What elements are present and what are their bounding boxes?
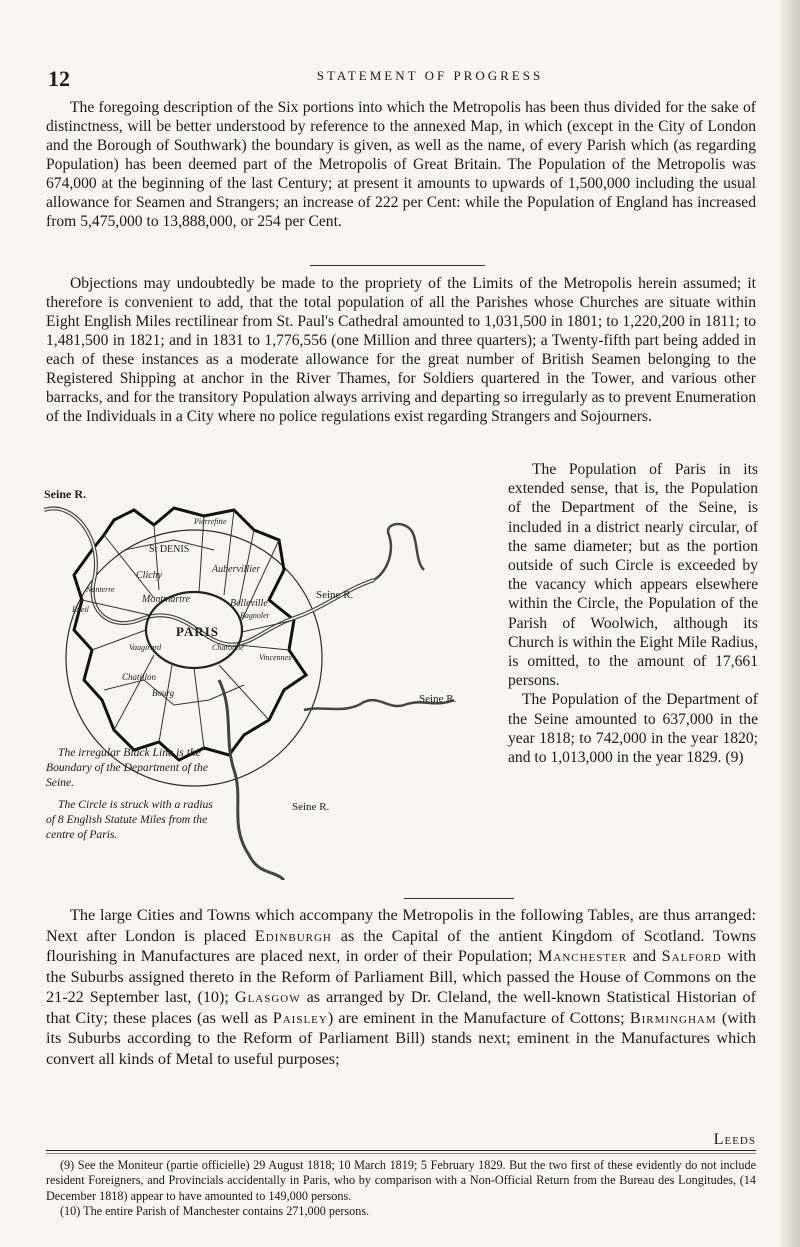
catchword-leeds: Leeds [713,1130,756,1148]
text-run: and [627,947,662,965]
seine-population-paragraph: The Population of the Department of the Seine amounted to 637,000 in the year 1818; to 742,000 in the year 1820; and to 1,013,000 in the year 1829. (9) [508,691,758,767]
text-run: ) are eminent in the Manufacture of Cottons; [327,1008,630,1027]
belleville-label: Belleville [230,598,268,609]
montmartre-label: Montmartre [142,594,190,605]
city-salford: Salford [661,947,722,965]
st-denis-label: St DENIS [149,544,190,555]
nanterre-label: Nanterre [86,585,115,594]
footnote-9: (9) See the Moniteur (partie officielle) 29 August 1818; 10 March 1819; 5 February 1829. But the two first of these evidently do not include resident Foreigners, and Provincials accidentally in Paris, who by comparison with a Non-Official Return from the Bureau des Longitudes, (14 December 1818) appear to have amounted to 149,000 persons. [46,1158,756,1203]
paris-label: PARIS [176,624,220,639]
map-caption-circle: The Circle is struck with a radius of 8 English Statute Miles from the centre of Paris. [46,798,213,841]
vincennes-label: Vincennes [259,653,292,662]
paragraph-cities-arrangement [46,905,756,1069]
seine-label-south-east: Seine R. [419,693,457,705]
seine-label-east: Seine R. [316,589,354,601]
footnote-10: (10) The entire Parish of Manchester contains 271,000 persons. [60,1204,370,1219]
paragraph-metropolis-divisions: The foregoing description of the Six portions into which the Metropolis has been thus divided for the sake of distinctness, will be better understood by reference to the annexed Map, in which (except in the City of London and the Borough of Southwark) the boundary is given, as well as the name, of every Parish which (as regarding Population) has been deemed part of the Metropolis of Great Britain. The Population of the Metropolis was 674,000 at the beginning of the last Century; at present it amounts to upwards of 1,500,000 including the usual allowance for Seamen and Strangers; an increase of 222 per Cent: while the Population of England has increased from 5,475,000 to 13,888,000, or 254 per Cent. [46,99,756,230]
footnotes [46,1158,756,1220]
seine-label-south: Seine R. [292,801,330,813]
paris-population-sidebar [508,460,758,767]
aubervilliers-label: Aubervillier [212,564,261,575]
city-glasgow: Glasgow [234,988,301,1006]
section-divider [310,265,485,266]
footnote-rule-thin [46,1153,756,1154]
city-birmingham: Birmingham [629,1008,717,1027]
text-run: as the Capital of the antient Kingdom of Scotland. Towns flourishing in Manufactures are placed next, in order of their Population; [46,926,756,965]
running-head: STATEMENT OF PROGRESS [316,68,544,83]
text-run: with the Suburbs assigned thereto in the Reform of Parliament Bill, which passed the House of Commons on the 21-22 September last, (10); [46,947,756,1006]
paris-population-paragraph: The Population of Paris in its extended sense, that is, the Population of the Department of the Seine, is included in a district nearly circular, of the same diameter; but as the portion outside of such Circle is exceeded by the vacancy which appears elsewhere within the Circle, the Population of the Parish of Woolwich, although its Church is within the Eight Mile Radius, is omitted, to the amount of 17,661 persons. [508,461,758,690]
charonne-label: Charonne [212,643,244,652]
map-caption [46,745,221,849]
bourg-label: Bourg [152,688,175,698]
paragraph-limits-objections: Objections may undoubtedly be made to the propriety of the Limits of the Metropolis herein assumed; it therefore is convenient to add, that the total population of all the Parishes whose Churches are situate within Eight English Miles rectilinear from St. Paul's Cathedral amounted to 1,031,500 in 1801; to 1,220,200 in 1811; to 1,481,500 in 1821; and in 1831 to 1,776,556 (one Million and three quarters); a Twenty-fifth part being added in each of these instances as a moderate allowance for the great number of British Seamen belonging to the Registered Shipping at anchor in the River Thames, for Soldiers quartered in the Tower, and various other barracks, and for the transitory Population always arriving and departing so irregularly as to prevent Enumeration of the Individuals in a City where no police regulations exist regarding Strangers and Sojourners. [46,275,756,425]
seine-label-top: Seine R. [44,487,86,501]
text-run: as arranged by Dr. Cleland, the well-known Statistical Historian of that City; these places (as well as [46,988,756,1027]
sidebar-divider [404,898,514,899]
bagnolet-label: Bagnolet [240,611,269,620]
chatillon-label: Chatillon [122,672,157,682]
rueil-label: Rueil [72,605,89,614]
text-run: The large Cities and Towns which accompany the Metropolis in the following Tables, are thus arranged: Next after London is placed [46,906,756,945]
city-edinburgh: Edinburgh [254,926,332,945]
page-number: 12 [48,66,70,91]
clichy-label: Clichy [136,570,163,581]
river-east-upper [374,524,424,580]
vaugirard-label: Vaugirard [129,643,162,652]
city-paisley: Paisley [272,1008,328,1027]
pierrefitte-label: Pierrefitte [194,517,227,526]
footnote-rule [46,1150,756,1151]
page-edge-shadow [778,0,800,1247]
map-caption-boundary: The irregular Black Line is the Boundary of the Department of the Seine. [46,746,208,789]
text-run: (with its Suburbs according to the Reform of Parliament Bill) stands next; eminent in the Manufactures which convert all kinds of Metal to useful purposes; [46,1008,756,1068]
city-manchester: Manchester [538,947,628,965]
